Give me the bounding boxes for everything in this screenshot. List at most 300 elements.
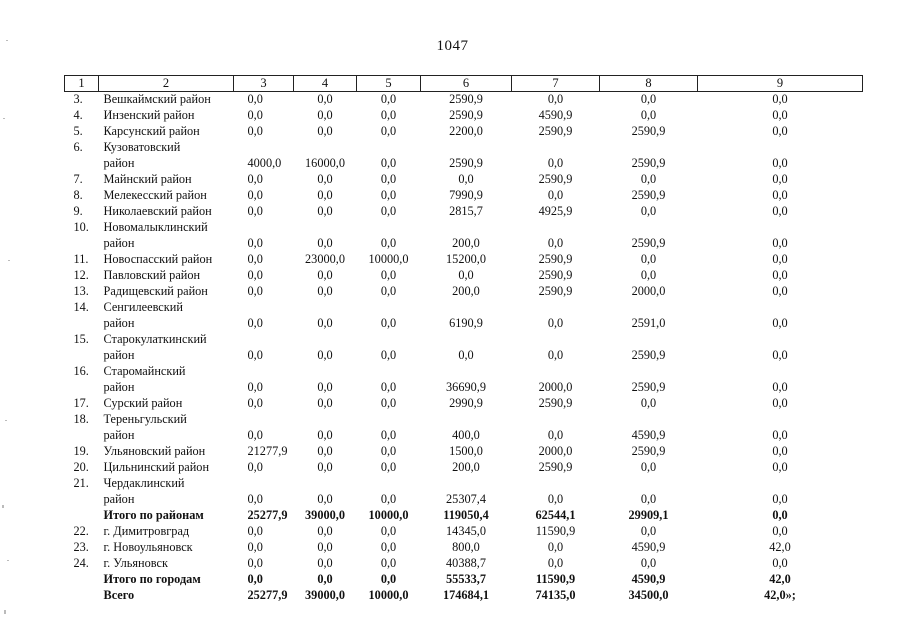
value-cell: 0,0 — [640, 460, 657, 475]
value-cell: 2590,9 — [538, 172, 573, 187]
value-cell: 0,0 — [247, 92, 263, 107]
value-cell: 0,0 — [247, 460, 263, 475]
row-name: Старокулаткинский — [103, 332, 207, 347]
row-number: 15. — [73, 332, 89, 347]
table-row-continued — [65, 236, 863, 252]
value-cell: 2590,9 — [631, 156, 666, 171]
row-number: 24. — [73, 556, 89, 571]
empty-cell — [234, 140, 294, 156]
value-cell: 0,0 — [772, 284, 788, 299]
value-cell: 0,0 — [247, 252, 263, 267]
empty-cell — [294, 140, 357, 156]
value-cell: 0,0 — [247, 268, 263, 283]
value-cell: 0,0 — [317, 284, 333, 299]
total-row — [65, 572, 863, 588]
value-cell: 0,0 — [380, 492, 397, 507]
row-name: Тереньгульский — [103, 412, 187, 427]
value-cell: 0,0 — [458, 172, 474, 187]
empty-cell — [65, 316, 99, 332]
empty-cell — [600, 412, 698, 428]
table-header-row — [65, 76, 863, 92]
value-cell: 0,0 — [317, 396, 333, 411]
value-cell: 0,0 — [317, 572, 333, 587]
row-number: 16. — [73, 364, 89, 379]
empty-cell — [65, 492, 99, 508]
value-cell: 0,0 — [317, 204, 333, 219]
value-cell: 40388,7 — [446, 556, 486, 571]
empty-cell — [65, 428, 99, 444]
table-row-continued — [65, 492, 863, 508]
row-name: Майнский район — [103, 172, 192, 187]
row-number: 9. — [73, 204, 83, 219]
value-cell: 2590,9 — [538, 460, 573, 475]
value-cell: 39000,0 — [305, 508, 345, 523]
empty-cell — [421, 140, 512, 156]
value-cell: 0,0 — [772, 124, 788, 139]
table-row-continued — [65, 348, 863, 364]
table-row-continued — [65, 156, 863, 172]
table-row — [65, 364, 863, 380]
empty-cell — [512, 140, 600, 156]
value-cell: 4925,9 — [538, 204, 573, 219]
value-cell: 2590,9 — [631, 380, 666, 395]
column-header: 3 — [234, 76, 294, 92]
empty-cell — [65, 348, 99, 364]
value-cell: 2000,0 — [538, 444, 573, 459]
value-cell: 0,0 — [317, 444, 333, 459]
table-row — [65, 108, 863, 124]
table-row — [65, 412, 863, 428]
row-name: Кузоватовский — [103, 140, 181, 155]
column-header: 6 — [421, 76, 512, 92]
table-row — [65, 460, 863, 476]
table-row — [65, 332, 863, 348]
value-cell: 0,0 — [317, 540, 333, 555]
value-cell: 0,0 — [772, 316, 788, 331]
row-number: 3. — [73, 92, 83, 107]
value-cell: 2590,9 — [538, 396, 573, 411]
table-row — [65, 268, 863, 284]
row-number — [65, 588, 99, 604]
value-cell: 0,0 — [247, 540, 263, 555]
empty-cell — [357, 140, 421, 156]
empty-cell — [357, 220, 421, 236]
empty-cell — [294, 300, 357, 316]
value-cell: 14345,0 — [446, 524, 486, 539]
empty-cell — [421, 300, 512, 316]
row-number — [65, 508, 99, 524]
row-name: Итого по районам — [103, 508, 204, 523]
row-name-continued: район — [103, 492, 135, 507]
row-number: 20. — [73, 460, 89, 475]
value-cell: 10000,0 — [368, 508, 409, 523]
row-name: Всего — [103, 588, 135, 603]
empty-cell — [512, 220, 600, 236]
value-cell: 400,0 — [452, 428, 480, 443]
table-row — [65, 476, 863, 492]
empty-cell — [421, 364, 512, 380]
value-cell: 0,0 — [458, 268, 474, 283]
value-cell: 0,0 — [317, 172, 333, 187]
empty-cell — [698, 300, 863, 316]
value-cell: 0,0 — [380, 268, 397, 283]
row-name: Старомайнский — [103, 364, 186, 379]
value-cell: 0,0 — [640, 492, 657, 507]
value-cell: 0,0 — [317, 316, 333, 331]
value-cell: 4590,9 — [538, 108, 573, 123]
row-number: 13. — [73, 284, 89, 299]
value-cell: 2590,9 — [631, 236, 666, 251]
value-cell: 2590,9 — [538, 284, 573, 299]
value-cell: 0,0 — [772, 492, 788, 507]
row-number: 6. — [73, 140, 83, 155]
empty-cell — [512, 476, 600, 492]
value-cell: 4000,0 — [247, 156, 282, 171]
value-cell: 0,0 — [380, 348, 397, 363]
value-cell: 29909,1 — [628, 508, 669, 523]
table-row-continued — [65, 380, 863, 396]
row-name-continued: район — [103, 316, 135, 331]
empty-cell — [294, 220, 357, 236]
value-cell: 0,0 — [317, 92, 333, 107]
value-cell: 6190,9 — [449, 316, 483, 331]
value-cell: 0,0 — [772, 348, 788, 363]
value-cell: 15200,0 — [446, 252, 486, 267]
empty-cell — [357, 332, 421, 348]
empty-cell — [698, 412, 863, 428]
value-cell: 0,0 — [317, 428, 333, 443]
empty-cell — [234, 332, 294, 348]
value-cell: 0,0 — [317, 348, 333, 363]
value-cell: 0,0 — [317, 188, 333, 203]
table-row-continued — [65, 316, 863, 332]
table-row — [65, 300, 863, 316]
empty-cell — [512, 364, 600, 380]
row-number: 17. — [73, 396, 89, 411]
value-cell: 0,0 — [247, 188, 263, 203]
column-header: 8 — [600, 76, 698, 92]
row-number: 10. — [73, 220, 89, 235]
value-cell: 0,0 — [640, 172, 657, 187]
value-cell: 4590,9 — [631, 572, 666, 587]
value-cell: 0,0 — [380, 540, 397, 555]
value-cell: 4590,9 — [631, 540, 666, 555]
value-cell: 0,0 — [547, 156, 564, 171]
value-cell: 0,0 — [247, 172, 263, 187]
total-row — [65, 508, 863, 524]
table-row — [65, 124, 863, 140]
value-cell: 0,0 — [640, 396, 657, 411]
value-cell: 42,0 — [769, 540, 791, 555]
value-cell: 0,0 — [247, 524, 263, 539]
table-row — [65, 556, 863, 572]
empty-cell — [421, 476, 512, 492]
value-cell: 0,0 — [772, 380, 788, 395]
value-cell: 0,0 — [772, 444, 788, 459]
value-cell: 2590,9 — [449, 156, 483, 171]
table-row — [65, 524, 863, 540]
table-row — [65, 444, 863, 460]
value-cell: 2590,9 — [631, 348, 666, 363]
empty-cell — [512, 412, 600, 428]
column-header: 4 — [294, 76, 357, 92]
row-number: 21. — [73, 476, 89, 491]
value-cell: 4590,9 — [631, 428, 666, 443]
value-cell: 0,0 — [547, 188, 564, 203]
table-row — [65, 396, 863, 412]
empty-cell — [357, 300, 421, 316]
value-cell: 2590,9 — [631, 124, 666, 139]
table-row — [65, 204, 863, 220]
value-cell: 2590,9 — [449, 108, 483, 123]
row-name-continued: район — [103, 348, 135, 363]
value-cell: 2590,9 — [538, 124, 573, 139]
value-cell: 0,0 — [772, 92, 788, 107]
value-cell: 0,0 — [547, 540, 564, 555]
table-row — [65, 188, 863, 204]
column-header: 9 — [698, 76, 863, 92]
row-name: Павловский район — [103, 268, 201, 283]
table-row — [65, 284, 863, 300]
value-cell: 0,0 — [247, 396, 263, 411]
empty-cell — [421, 412, 512, 428]
total-row — [65, 588, 863, 604]
value-cell: 0,0 — [317, 124, 333, 139]
value-cell: 0,0 — [772, 268, 788, 283]
value-cell: 2200,0 — [449, 124, 483, 139]
value-cell: 0,0 — [640, 252, 657, 267]
table-row — [65, 252, 863, 268]
value-cell: 74135,0 — [535, 588, 576, 603]
value-cell: 0,0 — [772, 204, 788, 219]
empty-cell — [234, 220, 294, 236]
value-cell: 0,0 — [380, 204, 397, 219]
empty-cell — [357, 364, 421, 380]
value-cell: 0,0 — [380, 316, 397, 331]
row-name-continued: район — [103, 380, 135, 395]
row-number: 7. — [73, 172, 83, 187]
value-cell: 62544,1 — [535, 508, 576, 523]
value-cell: 25307,4 — [446, 492, 486, 507]
value-cell: 0,0 — [547, 92, 564, 107]
value-cell: 0,0 — [772, 236, 788, 251]
value-cell: 42,0»; — [764, 588, 796, 603]
empty-cell — [65, 236, 99, 252]
value-cell: 0,0 — [247, 556, 263, 571]
row-name: г. Новоульяновск — [103, 540, 193, 555]
value-cell: 0,0 — [547, 236, 564, 251]
table-row — [65, 540, 863, 556]
page-number: 1047 — [436, 38, 469, 54]
row-number: 14. — [73, 300, 89, 315]
value-cell: 0,0 — [247, 124, 263, 139]
value-cell: 0,0 — [640, 268, 657, 283]
empty-cell — [698, 332, 863, 348]
empty-cell — [600, 220, 698, 236]
value-cell: 2990,9 — [449, 396, 483, 411]
empty-cell — [698, 364, 863, 380]
value-cell: 0,0 — [380, 156, 397, 171]
row-name: Новоспасский район — [103, 252, 213, 267]
empty-cell — [294, 364, 357, 380]
value-cell: 39000,0 — [305, 588, 345, 603]
column-header: 1 — [65, 76, 99, 92]
value-cell: 0,0 — [317, 236, 333, 251]
value-cell: 0,0 — [380, 428, 397, 443]
value-cell: 0,0 — [380, 444, 397, 459]
value-cell: 0,0 — [380, 284, 397, 299]
value-cell: 0,0 — [772, 508, 788, 523]
value-cell: 0,0 — [380, 380, 397, 395]
empty-cell — [421, 332, 512, 348]
value-cell: 25277,9 — [247, 508, 288, 523]
value-cell: 0,0 — [247, 428, 263, 443]
value-cell: 2590,9 — [538, 268, 573, 283]
value-cell: 0,0 — [547, 428, 564, 443]
row-name: Новомалыклинский — [103, 220, 208, 235]
empty-cell — [600, 140, 698, 156]
value-cell: 0,0 — [772, 524, 788, 539]
value-cell: 0,0 — [547, 316, 564, 331]
budget-table — [64, 75, 863, 604]
value-cell: 2000,0 — [538, 380, 573, 395]
value-cell: 0,0 — [317, 268, 333, 283]
value-cell: 2815,7 — [449, 204, 483, 219]
empty-cell — [357, 412, 421, 428]
value-cell: 0,0 — [380, 92, 397, 107]
empty-cell — [600, 332, 698, 348]
value-cell: 0,0 — [640, 556, 657, 571]
value-cell: 55533,7 — [446, 572, 486, 587]
value-cell: 23000,0 — [305, 252, 345, 267]
value-cell: 0,0 — [317, 556, 333, 571]
value-cell: 21277,9 — [247, 444, 288, 459]
value-cell: 0,0 — [380, 108, 397, 123]
empty-cell — [294, 332, 357, 348]
row-name: Мелекесский район — [103, 188, 207, 203]
value-cell: 1500,0 — [449, 444, 483, 459]
row-name: Радищевский район — [103, 284, 208, 299]
value-cell: 2590,9 — [631, 444, 666, 459]
row-name: Инзенский район — [103, 108, 195, 123]
value-cell: 2591,0 — [631, 316, 666, 331]
row-name-continued: район — [103, 156, 135, 171]
value-cell: 2590,9 — [538, 252, 573, 267]
row-name: Вешкаймский район — [103, 92, 211, 107]
row-name: Итого по городам — [103, 572, 201, 587]
value-cell: 0,0 — [247, 380, 263, 395]
value-cell: 119050,4 — [443, 508, 489, 523]
row-name: Карсунский район — [103, 124, 200, 139]
row-number — [65, 572, 99, 588]
value-cell: 0,0 — [640, 92, 657, 107]
empty-cell — [421, 220, 512, 236]
empty-cell — [234, 476, 294, 492]
value-cell: 800,0 — [452, 540, 480, 555]
value-cell: 0,0 — [772, 252, 788, 267]
row-number: 11. — [73, 252, 89, 267]
row-name: Николаевский район — [103, 204, 212, 219]
value-cell: 2590,9 — [631, 188, 666, 203]
empty-cell — [512, 332, 600, 348]
row-name: Ульяновский район — [103, 444, 206, 459]
scan-artifacts — [0, 0, 14, 640]
value-cell: 0,0 — [640, 204, 657, 219]
empty-cell — [512, 300, 600, 316]
column-header: 5 — [357, 76, 421, 92]
value-cell: 0,0 — [547, 492, 564, 507]
value-cell: 36690,9 — [446, 380, 486, 395]
empty-cell — [234, 364, 294, 380]
value-cell: 200,0 — [452, 460, 480, 475]
value-cell: 0,0 — [772, 172, 788, 187]
value-cell: 0,0 — [380, 172, 397, 187]
value-cell: 0,0 — [547, 556, 564, 571]
value-cell: 200,0 — [452, 284, 480, 299]
row-number: 23. — [73, 540, 89, 555]
value-cell: 0,0 — [772, 188, 788, 203]
value-cell: 7990,9 — [449, 188, 483, 203]
row-number: 4. — [73, 108, 83, 123]
value-cell: 0,0 — [247, 284, 263, 299]
row-name: Чердаклинский — [103, 476, 185, 491]
value-cell: 0,0 — [247, 236, 263, 251]
value-cell: 0,0 — [247, 204, 263, 219]
row-number: 19. — [73, 444, 89, 459]
value-cell: 42,0 — [769, 572, 791, 587]
row-name: г. Димитровград — [103, 524, 190, 539]
value-cell: 0,0 — [380, 556, 397, 571]
empty-cell — [600, 476, 698, 492]
value-cell: 11590,9 — [535, 524, 576, 539]
row-name-continued: район — [103, 428, 135, 443]
empty-cell — [294, 476, 357, 492]
value-cell: 0,0 — [380, 460, 397, 475]
empty-cell — [600, 300, 698, 316]
value-cell: 174684,1 — [442, 588, 490, 603]
value-cell: 0,0 — [247, 316, 263, 331]
row-number: 12. — [73, 268, 89, 283]
empty-cell — [234, 412, 294, 428]
value-cell: 25277,9 — [247, 588, 288, 603]
value-cell: 10000,0 — [368, 252, 409, 267]
value-cell: 0,0 — [772, 108, 788, 123]
value-cell: 0,0 — [458, 348, 474, 363]
value-cell: 2000,0 — [631, 284, 666, 299]
row-name: Сурский район — [103, 396, 183, 411]
empty-cell — [698, 220, 863, 236]
value-cell: 0,0 — [772, 428, 788, 443]
value-cell: 2590,9 — [449, 92, 483, 107]
column-header: 7 — [512, 76, 600, 92]
value-cell: 200,0 — [452, 236, 480, 251]
empty-cell — [294, 412, 357, 428]
value-cell: 0,0 — [772, 460, 788, 475]
empty-cell — [65, 380, 99, 396]
value-cell: 0,0 — [247, 108, 263, 123]
value-cell: 0,0 — [247, 572, 263, 587]
empty-cell — [698, 476, 863, 492]
value-cell: 0,0 — [547, 348, 564, 363]
row-number: 5. — [73, 124, 83, 139]
value-cell: 0,0 — [317, 108, 333, 123]
row-name-continued: район — [103, 236, 135, 251]
row-name: Сенгилеевский — [103, 300, 183, 315]
empty-cell — [65, 156, 99, 172]
value-cell: 34500,0 — [628, 588, 669, 603]
value-cell: 11590,9 — [535, 572, 576, 587]
value-cell: 16000,0 — [305, 156, 345, 171]
